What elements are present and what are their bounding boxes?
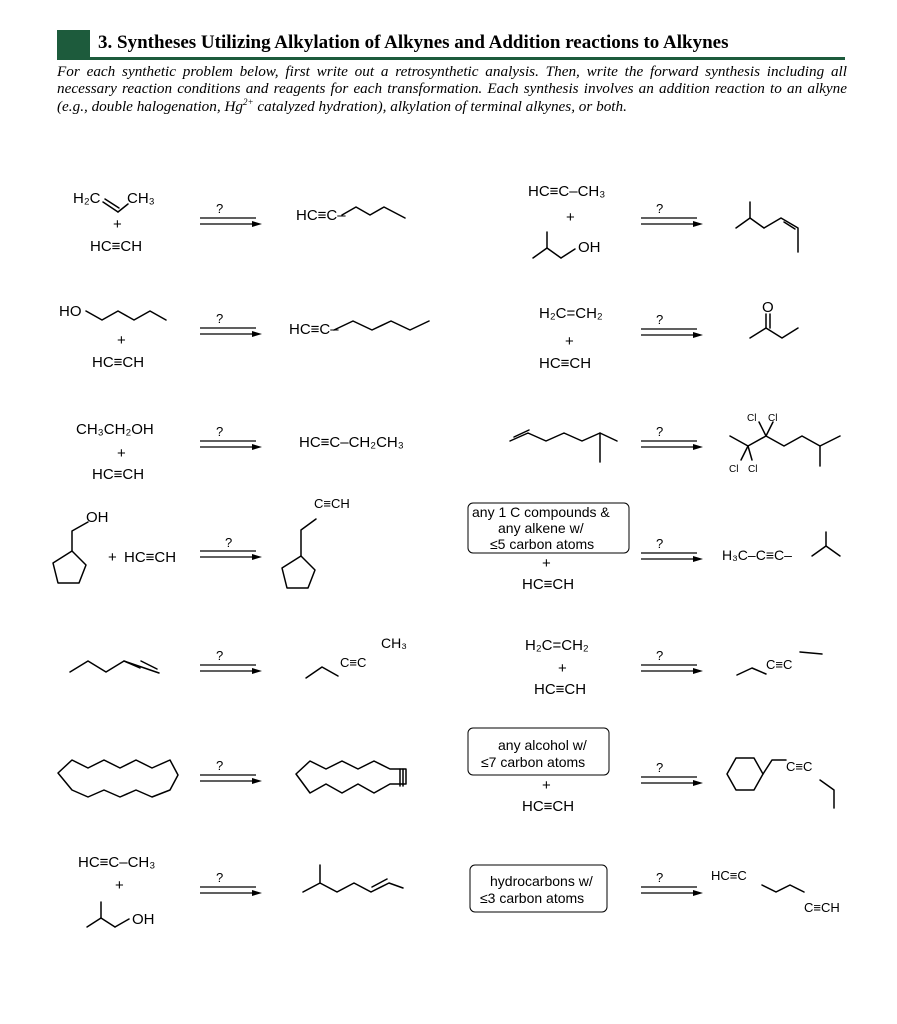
problem-6-question: ? [656,424,664,439]
problem-4-ethylene: H₂C=CH₂ [539,305,603,322]
problem-7-arrow [200,551,262,560]
problem-9-arrow [200,665,262,674]
problem-10-ethylene: H₂C=CH₂ [525,637,589,654]
box1-line3: ≤5 carbon atoms [490,536,595,552]
problem-10 [525,637,822,698]
problem-14-chain [762,885,804,892]
problem-6-arrow [641,441,703,450]
instructions-superscript: 2+ [243,96,254,107]
problem-11-cyclic-alkene [58,760,178,797]
problem-12-question: ? [656,760,664,775]
cl-2: Cl [768,413,778,424]
problem-1-plus: + [113,216,122,233]
box2-line1: any alcohol w/ [498,737,587,753]
problem-14-right-label: C≡CH [804,900,840,915]
problem-3-acetylene: HC≡CH [92,354,145,371]
problem-6 [510,413,840,475]
problem-4-arrow [641,329,703,338]
bond [800,652,822,654]
problem-13-arrow [200,887,262,896]
problem-13-propyne: HC≡C–CH₃ [78,854,156,871]
problem-8-question: ? [656,536,664,551]
problem-1-arrow [200,218,262,227]
problem-13 [78,854,403,928]
problem-3-question: ? [216,311,224,326]
problem-11-question: ? [216,758,224,773]
problem-9-question: ? [216,648,224,663]
bond [820,780,834,808]
problem-4-plus: + [565,333,574,350]
problem-8 [468,503,840,593]
instructions-text-1: For each synthetic problem below, first write out a retrosynthetic analysis. Then, write the forward synthesis including all necessary reaction conditions and reagents for each transformation. Each synthesis involves an addition reaction to an alkyne (e.g., double halogenation, Hg [57,63,847,115]
problem-4-acetylene: HC≡CH [539,355,592,372]
problem-10-arrow [641,665,703,674]
problem-7-question: ? [225,535,233,550]
problem-12-acetylene: HC≡CH [522,798,575,815]
problem-14-left-label: HC≡C [711,868,747,883]
problem-2-oh: OH [578,239,601,256]
problem-5-plus: + [117,445,126,462]
problem-2-target-skeleton [736,218,764,228]
problem-3-pentanol-chain [86,311,166,320]
problem-8-acetylene: HC≡CH [522,576,575,593]
instructions-text-2: catalyzed hydration), alkylation of terminal alkynes, or both. [253,97,627,115]
problem-11 [58,758,406,797]
problem-14-question: ? [656,870,664,885]
problem-13-question: ? [216,870,224,885]
problem-13-isobutanol [87,918,115,927]
bond [115,919,129,927]
problem-9-ch3: CH₃ [381,635,407,651]
box3-line2: ≤3 carbon atoms [480,890,585,906]
problem-13-plus: + [115,877,124,894]
bond [72,522,88,551]
problem-3-plus: + [117,332,126,349]
problem-2-isobutanol-skeleton [533,248,561,258]
problem-6-alkene-chain [510,433,617,441]
problem-5-target: HC≡C–CH₂CH₃ [299,434,404,451]
problem-3-ho: HO [59,303,82,320]
problem-1-question: ? [216,201,224,216]
problem-2-question: ? [656,201,664,216]
problem-5-acetylene: HC≡CH [92,466,145,483]
problem-12-plus: + [542,777,551,794]
problem-1-propene-left: H₂C [73,190,101,207]
problem-13-target [303,883,403,892]
problem-5-arrow [200,441,262,450]
problem-11-cycloalkyne [296,761,406,793]
problem-10-target-chain [737,668,766,675]
problem-1-propene-right: CH₃ [127,190,155,207]
problem-11-arrow [200,775,262,784]
problem-6-target-chain [730,436,840,446]
problem-1 [73,190,405,255]
bond [103,202,118,212]
box1-line1: any 1 C compounds & [472,504,610,520]
problem-3 [59,303,429,371]
problem-8-arrow [641,553,703,562]
problem-1-target-label: HC≡C– [296,207,346,224]
cl-4: Cl [748,464,758,475]
problem-10-question: ? [656,648,664,663]
problem-7-oh: OH [86,509,109,526]
problem-4 [539,299,798,372]
cl-3: Cl [729,464,739,475]
problem-14 [470,865,840,915]
bond [766,422,773,436]
problem-7-target-ring [282,556,315,588]
problem-2-arrow [641,218,703,227]
problem-14-arrow [641,887,703,896]
problem-1-acetylene: HC≡CH [90,238,143,255]
problem-3-target-label: HC≡C– [289,321,339,338]
problem-2-propyne: HC≡C–CH₃ [528,183,606,200]
bond [759,422,766,436]
problem-4-question: ? [656,312,664,327]
problem-1-target-chain [342,207,405,218]
section-title: 3. Syntheses Utilizing Alkylation of Alkynes and Addition reactions to Alkynes [98,32,729,53]
bond [764,218,798,252]
problem-4-oxygen: O [762,299,774,316]
problem-13-oh: OH [132,911,155,928]
problem-7-cyclopentane [53,551,86,583]
problem-2 [528,183,798,258]
problem-3-arrow [200,328,262,337]
bond [561,249,575,258]
problem-9 [70,635,407,678]
problem-12-cc: C≡C [786,759,813,774]
problem-2-plus: + [566,209,575,226]
problem-5 [76,421,404,483]
problem-12-cyclohexane [727,758,763,790]
bond [301,519,316,556]
problem-9-cc: C≡C [340,655,367,670]
problem-8-plus: + [542,555,551,572]
problem-7-target-label: C≡CH [314,496,350,511]
problem-7 [53,496,350,588]
problem-5-question: ? [216,424,224,439]
bond [812,546,840,556]
problem-8-target-label: H₃C–C≡C– [722,547,792,563]
cl-1: Cl [747,413,757,424]
box3-line1: hydrocarbons w/ [490,873,593,889]
problem-12 [468,728,834,815]
problem-3-target-chain [334,321,429,330]
problem-10-acetylene: HC≡CH [534,681,587,698]
box2-line2: ≤7 carbon atoms [481,754,586,770]
problem-9-target-chain [306,667,338,678]
problem-5-ethanol: CH₃CH₂OH [76,421,154,438]
bond [741,446,748,460]
problem-10-plus: + [558,660,567,677]
problem-4-butanone [750,328,798,338]
problem-7-acetylene: HC≡CH [124,549,177,566]
box1-line2: any alkene w/ [498,520,584,536]
bond [763,760,786,774]
problem-10-cc: C≡C [766,657,793,672]
bond [105,199,119,208]
bond [748,446,752,460]
problem-7-plus: + [108,549,117,566]
problem-12-arrow [641,777,703,786]
